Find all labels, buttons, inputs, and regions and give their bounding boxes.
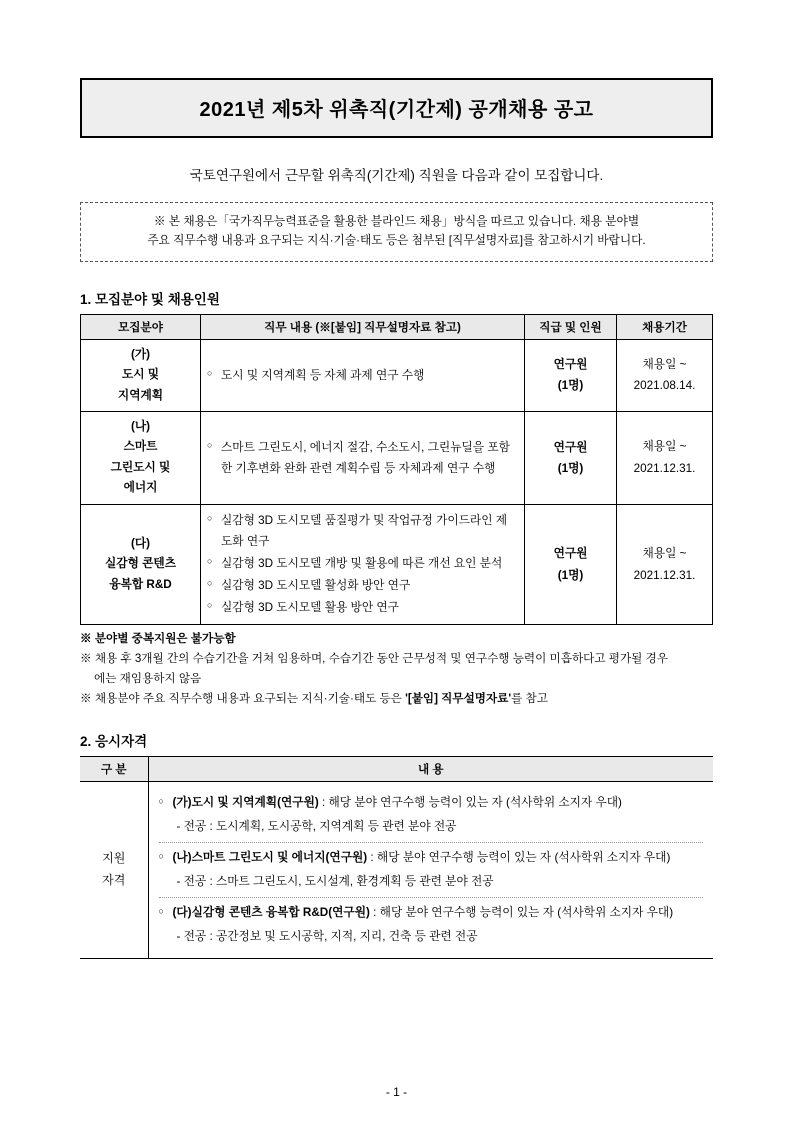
duty-item: ○ 스마트 그린도시, 에너지 절감, 수소도시, 그린뉴딜을 포함한 기후변화 완화 관련 계획수립 등 자체과제 연구 수행 [207,437,518,479]
row-duty [201,504,525,624]
duty-item: ○ 실감형 3D 도시모델 활용 방안 연구 [207,597,518,618]
row-duty [201,339,525,411]
row-field [81,504,201,624]
row-period [617,504,713,624]
rank-line: 연구원 [553,547,588,561]
label-line: 지원 [102,851,126,866]
row-field [81,412,201,505]
row-rank [525,339,617,411]
rank-line: 연구원 [553,358,588,372]
col-period: 채용기간 [617,314,713,339]
period-line: 채용일 ~ [642,357,687,371]
col-field: 모집분야 [81,314,201,339]
field-line: 그린도시 및 [110,460,171,474]
field-line: 도시 및 [121,368,160,382]
duty-item: ○ 도시 및 지역계획 등 자체 과제 연구 수행 [207,365,518,386]
duty-item: ○ 실감형 3D 도시모델 활성화 방안 연구 [207,575,518,596]
recruitment-table [80,314,713,626]
duty-list [207,510,518,618]
note-item: ※ 채용분야 주요 직무수행 내용과 요구되는 지식·기술·태도 등은 '[붙임] 직무설명자료'를 참고 [80,691,548,705]
rank-line: (1명) [557,568,584,582]
qualification-main: ○ (나)스마트 그린도시 및 에너지(연구원) : 해당 분야 연구수행 능력이 있는 자 (석사학위 소지자 우대) [159,848,704,868]
field-line: (가) [130,347,151,361]
row-period [617,412,713,505]
period-line: 2021.08.14. [633,379,696,393]
section-2-heading: 2. 응시자격 [80,734,148,750]
rank-line: 연구원 [553,440,588,454]
table-header-row [81,314,713,339]
note-item: 에는 재임용하지 않음 [94,671,202,685]
section-1-heading: 1. 모집분야 및 채용인원 [80,291,220,307]
qualification-main: ○ (가)도시 및 지역계획(연구원) : 해당 분야 연구수행 능력이 있는 자 (석사학위 소지자 우대) [159,793,704,813]
page-title: 2021년 제5차 위촉직(기간제) 공개채용 공고 [80,78,713,138]
notice-line-2: 주요 직무수행 내용과 요구되는 지식·기술·태도 등은 첨부된 [직무설명자료]를 참고하시기 바랍니다. [147,234,646,248]
field-line: 실감형 콘텐츠 [105,557,176,571]
table-row [81,504,713,624]
period-line: 2021.12.31. [633,461,696,475]
period-line: 채용일 ~ [642,546,687,560]
period-line: 채용일 ~ [642,440,687,454]
row-rank [525,504,617,624]
qualification-group [159,897,704,952]
col-duty: 직무 내용 (※[붙임] 직무설명자료 참고) [201,314,525,339]
field-line: (다) [130,536,151,550]
row-period [617,339,713,411]
field-line: 에너지 [123,481,158,495]
field-line: 지역계획 [117,388,164,402]
table-row [81,339,713,411]
field-line: 스마트 [123,440,158,454]
note-item: ※ 채용 후 3개월 간의 수습기간을 거쳐 임용하며, 수습기간 동안 근무성적 및 연구수행 능력이 미흡하다고 평가될 경우 [80,651,668,665]
qualification-main: ○ (다)실감형 콘텐츠 융복합 R&D(연구원) : 해당 분야 연구수행 능력이 있는 자 (석사학위 소지자 우대) [159,903,704,923]
row-duty [201,412,525,505]
intro-text: 국토연구원에서 근무할 위촉직(기간제) 직원을 다음과 같이 모집합니다. [189,168,604,183]
section-1-notes [80,630,713,708]
qualification-label [80,782,148,958]
qualification-group [159,842,704,897]
blind-hiring-notice [80,202,713,262]
rank-line: (1명) [557,379,584,393]
qualification-major: - 전공 : 도시계획, 도시공학, 지역계획 등 관련 분야 전공 [176,820,457,834]
field-line: (나) [130,420,151,433]
qualification-group [159,788,704,842]
field-line: 융복합 R&D [109,577,172,591]
period-line: 2021.12.31. [633,568,696,582]
duty-item: ○ 실감형 3D 도시모델 품질평가 및 작업규정 가이드라인 제도화 연구 [207,510,518,552]
col-rank: 직급 및 인원 [525,314,617,339]
col-division: 구 분 [80,757,148,782]
row-rank [525,412,617,505]
duty-item: ○ 실감형 3D 도시모델 개방 및 활용에 따른 개선 요인 분석 [207,553,518,574]
notice-line-1: ※ 본 채용은「국가직무능력표준을 활용한 블라인드 채용」방식을 따르고 있습니다. 채용 분야별 [153,215,640,228]
table-row [80,782,713,958]
note-item: ※ 분야별 중복지원은 불가능함 [80,632,236,646]
page-number: - 1 - [385,1085,408,1099]
rank-line: (1명) [557,461,584,475]
label-line: 자격 [102,872,126,887]
col-content: 내 용 [148,757,713,782]
row-field [81,339,201,411]
qualification-content [148,782,713,958]
qualification-major: - 전공 : 스마트 그린도시, 도시설계, 환경계획 등 관련 분야 전공 [176,874,494,888]
qualification-table [80,756,713,958]
table-header-row [80,757,713,782]
qualification-major: - 전공 : 공간정보 및 도시공학, 지적, 지리, 건축 등 관련 전공 [176,929,478,943]
table-row [81,412,713,505]
